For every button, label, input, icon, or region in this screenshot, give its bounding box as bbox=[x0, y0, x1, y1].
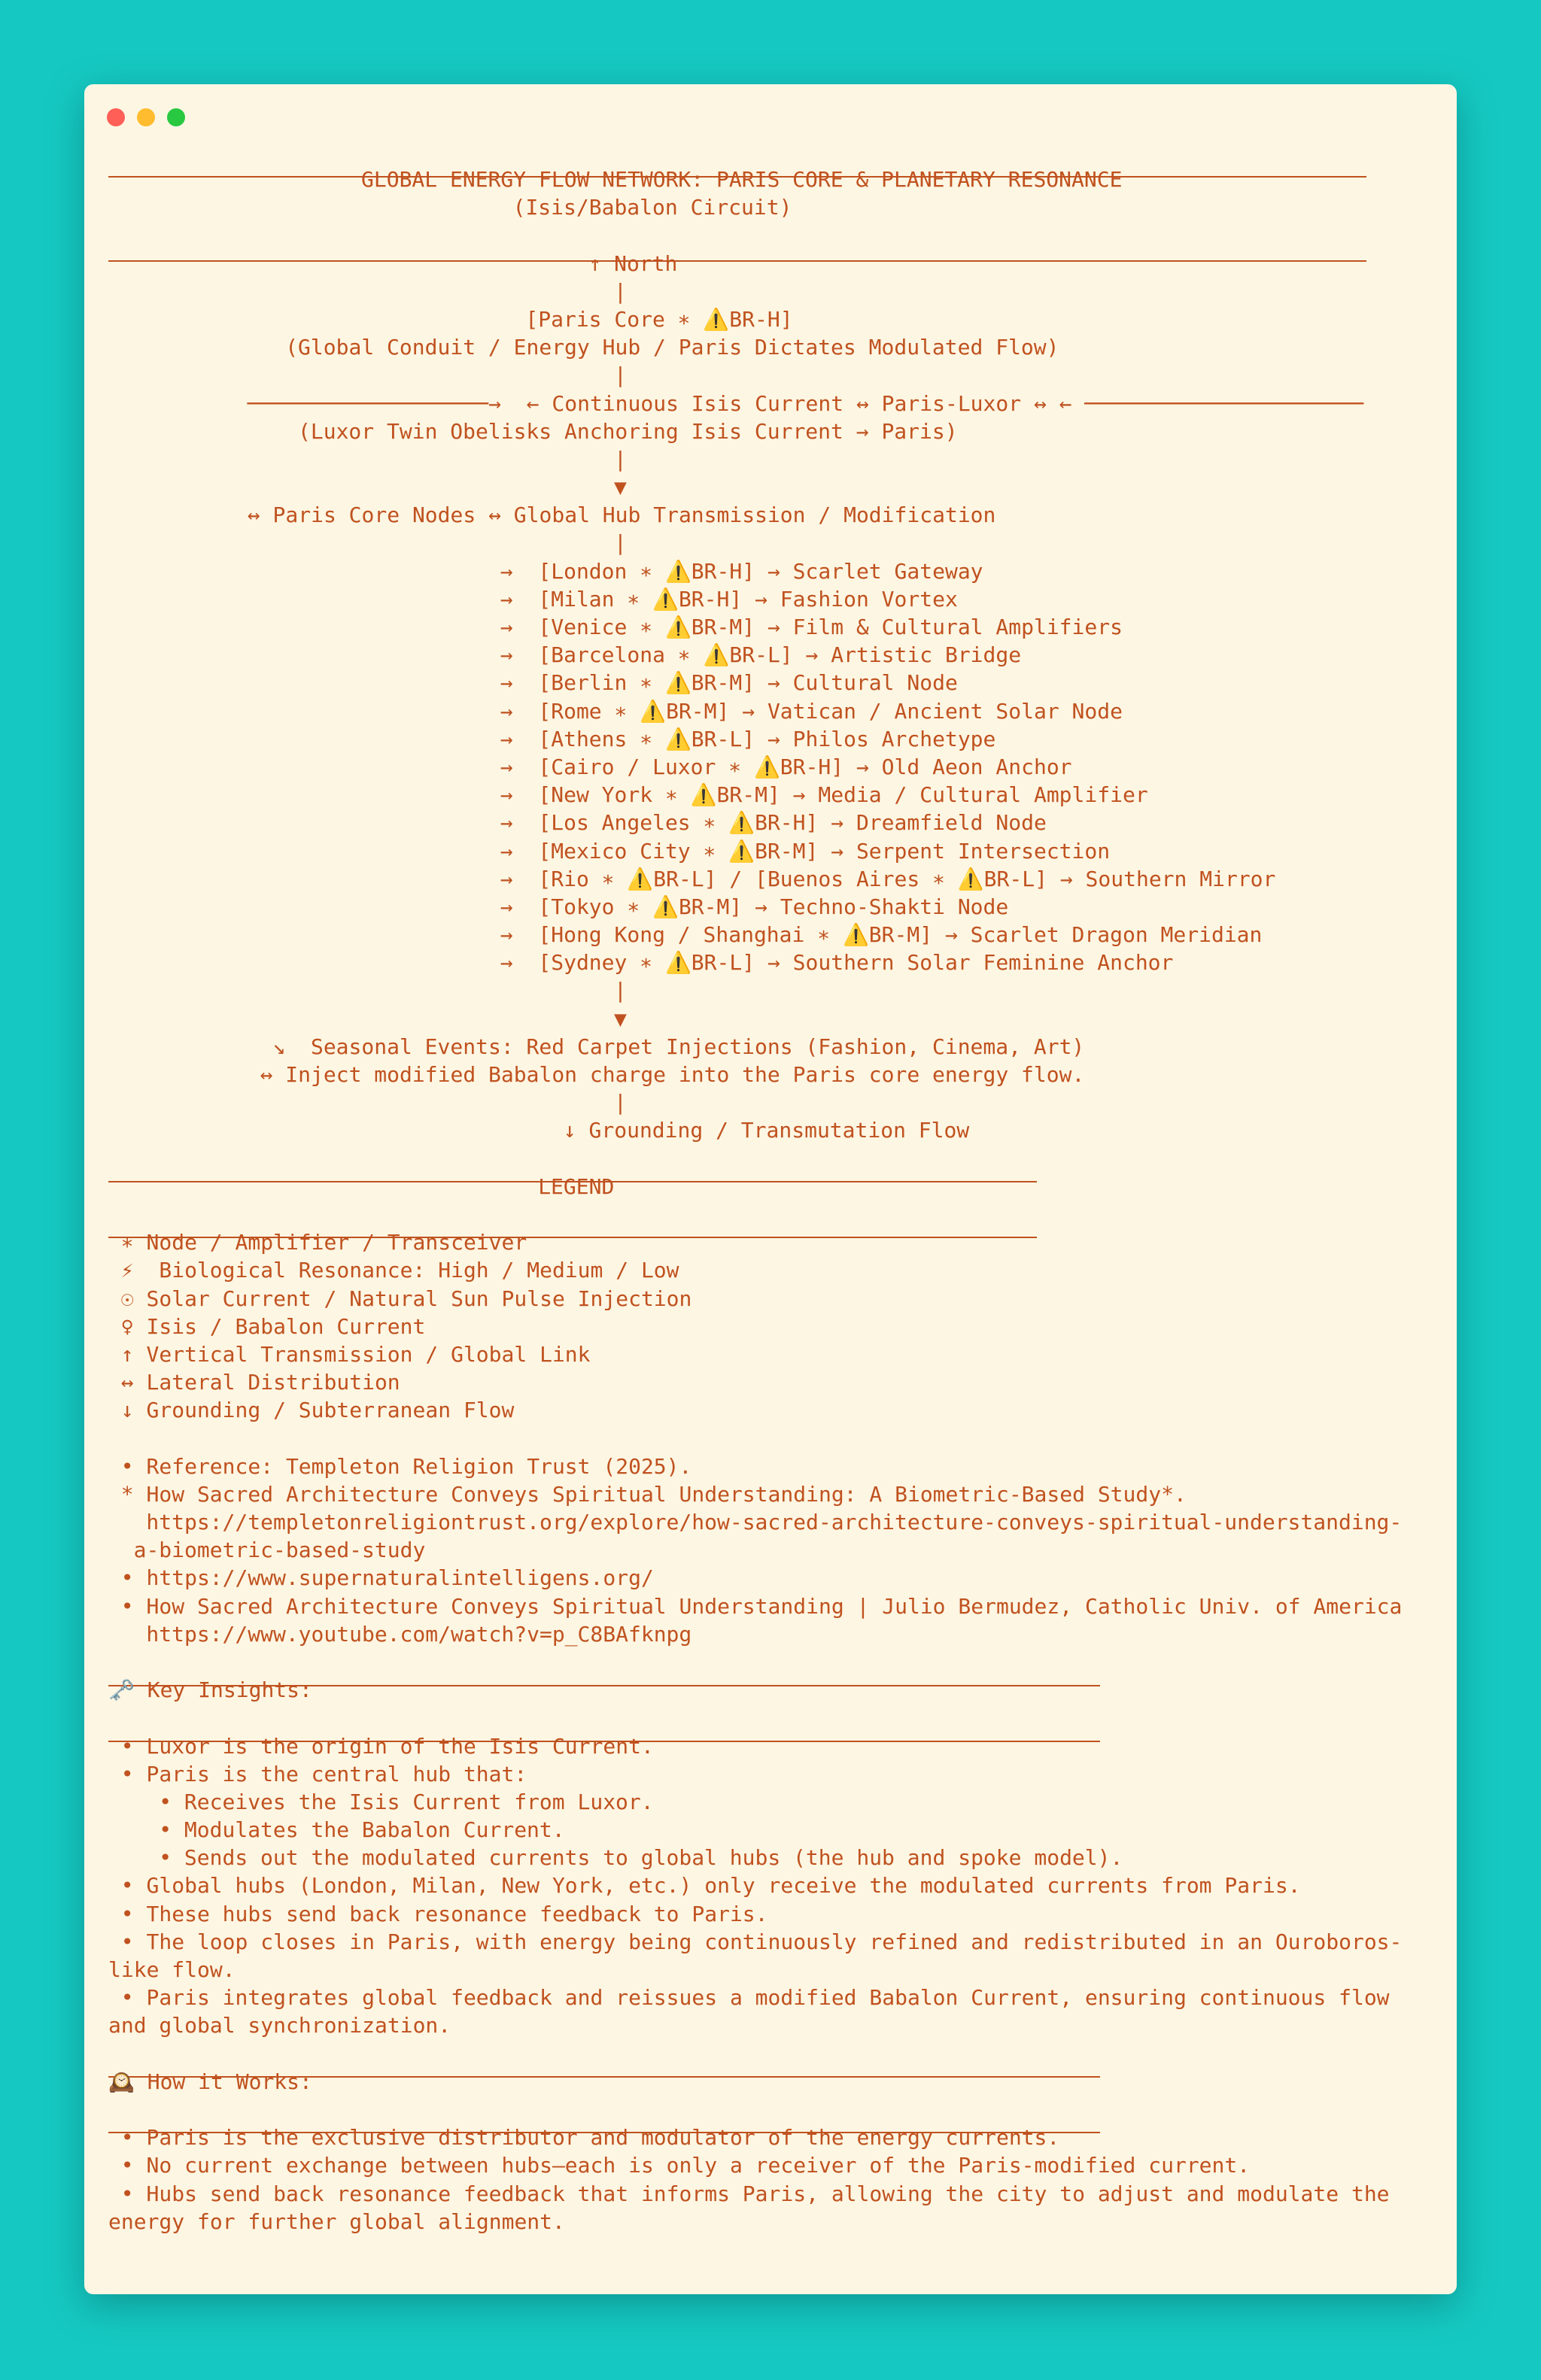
diagram-line: ↔ Inject modified Babalon charge into the Paris core energy flow. bbox=[260, 1062, 1085, 1087]
diagram-line: ↓ Grounding / Transmutation Flow bbox=[563, 1118, 970, 1143]
diagram-line: → [Los Angeles ∗ ⚠️BR-H] → Dreamfield Node bbox=[500, 810, 1047, 836]
diagram-line: → [Hong Kong / Shanghai ∗ ⚠️BR-M] → Scarlet Dragon Meridian bbox=[500, 922, 1263, 948]
diagram-line: → [Berlin ∗ ⚠️BR-M] → Cultural Node bbox=[500, 670, 958, 696]
diagram-line: • No current exchange between hubs—each is only a receiver of the Paris-modified current. bbox=[120, 2153, 1251, 2178]
diagram-line: ───────────────────→ ← Continuous Isis Current ↔ Paris-Luxor ↔ ← ────────────────────── bbox=[247, 390, 1364, 416]
diagram-line: • Global hubs (London, Milan, New York, etc.) only receive the modulated currents from Paris. bbox=[120, 1873, 1301, 1899]
diagram-line: | bbox=[614, 278, 627, 304]
diagram-line: • How Sacred Architecture Conveys Spiritual Understanding | Julio Bermudez, Catholic Univ. of America bbox=[120, 1593, 1403, 1619]
diagram-line: → [Milan ∗ ⚠️BR-H] → Fashion Vortex bbox=[500, 586, 958, 612]
diagram-line: ▼ bbox=[614, 475, 627, 500]
minimize-button[interactable] bbox=[137, 108, 155, 126]
diagram-line: • Reference: Templeton Religion Trust (2025). bbox=[120, 1453, 692, 1479]
diagram-line bbox=[108, 2096, 1402, 2123]
diagram-line: → [Venice ∗ ⚠️BR-M] → Film & Cultural Amplifiers bbox=[500, 615, 1123, 639]
diagram-line bbox=[108, 1201, 1402, 1228]
zoom-button[interactable] bbox=[167, 108, 185, 126]
diagram-line: • Paris is the central hub that: bbox=[120, 1761, 527, 1787]
diagram-line: a-biometric-based-study bbox=[133, 1538, 426, 1563]
diagram-line: | bbox=[614, 1090, 627, 1116]
diagram-line: • Hubs send back resonance feedback that informs Paris, allowing the city to adjust and modulate the bbox=[120, 2181, 1390, 2206]
diagram-line: | bbox=[614, 530, 627, 556]
diagram-line: ☉ Solar Current / Natural Sun Pulse Injection bbox=[120, 1286, 692, 1311]
diagram-line: | bbox=[614, 978, 627, 1003]
diagram-line: 🗝️ Key Insights: bbox=[108, 1677, 312, 1703]
diagram-line: like flow. bbox=[108, 1957, 236, 1982]
diagram-line: ∗ Node / Amplifier / Transceiver bbox=[120, 1230, 527, 1255]
diagram-text-block bbox=[108, 165, 1402, 2236]
diagram-line: • Paris is the exclusive distributor and modulator of the energy currents. bbox=[120, 2125, 1060, 2151]
diagram-line: * How Sacred Architecture Conveys Spiritual Understanding: A Biometric-Based Study*. bbox=[120, 1481, 1187, 1507]
diagram-line: (Isis/Babalon Circuit) bbox=[512, 195, 792, 220]
diagram-line: • Paris integrates global feedback and reissues a modified Babalon Current, ensuring continuous flow bbox=[120, 1985, 1390, 2011]
diagram-line: ↓ Grounding / Subterranean Flow bbox=[120, 1398, 515, 1423]
diagram-line: • Modulates the Babalon Current. bbox=[159, 1817, 565, 1843]
diagram-line: → [Cairo / Luxor ∗ ⚠️BR-H] → Old Aeon Anchor bbox=[500, 754, 1072, 779]
diagram-line: → [Athens ∗ ⚠️BR-L] → Philos Archetype bbox=[500, 726, 996, 751]
diagram-line: ▼ bbox=[614, 1006, 627, 1031]
diagram-line: (Global Conduit / Energy Hub / Paris Dictates Modulated Flow) bbox=[285, 335, 1059, 360]
close-button[interactable] bbox=[107, 108, 125, 126]
diagram-line: → [Rio ∗ ⚠️BR-L] / [Buenos Aires ∗ ⚠️BR-L] → Southern Mirror bbox=[500, 866, 1276, 891]
diagram-line: → [Tokyo ∗ ⚠️BR-M] → Techno-Shakti Node bbox=[500, 894, 1009, 919]
diagram-line: • Luxor is the origin of the Isis Current. bbox=[120, 1733, 654, 1759]
diagram-line: ↑ North bbox=[588, 250, 678, 276]
diagram-line: • These hubs send back resonance feedback to Paris. bbox=[120, 1901, 768, 1926]
diagram-line: https://www.youtube.com/watch?v=p_C8BAfknpg bbox=[146, 1621, 692, 1647]
diagram-line: ↘ Seasonal Events: Red Carpet Injections (Fashion, Cinema, Art) bbox=[272, 1034, 1085, 1059]
diagram-line: • https://www.supernaturalintelligens.org/ bbox=[120, 1565, 654, 1591]
terminal-window bbox=[84, 84, 1457, 2294]
diagram-line bbox=[108, 2040, 1402, 2068]
window-controls bbox=[107, 108, 185, 126]
diagram-line: energy for further global alignment. bbox=[108, 2208, 565, 2234]
diagram-line: | bbox=[614, 446, 627, 472]
diagram-line: [Paris Core ∗ ⚠️BR-H] bbox=[525, 306, 793, 332]
diagram-line: ↔ Lateral Distribution bbox=[120, 1370, 400, 1395]
diagram-line: → [New York ∗ ⚠️BR-M] → Media / Cultural Amplifier bbox=[500, 782, 1148, 808]
diagram-line: and global synchronization. bbox=[108, 2013, 451, 2038]
diagram-line: | bbox=[614, 363, 627, 388]
diagram-line: → [London ∗ ⚠️BR-H] → Scarlet Gateway bbox=[500, 558, 983, 584]
diagram-line bbox=[108, 1648, 1402, 1676]
diagram-line: ↑ Vertical Transmission / Global Link bbox=[120, 1341, 591, 1367]
diagram-line: LEGEND bbox=[538, 1173, 615, 1199]
diagram-line: ⚡ Biological Resonance: High / Medium / Low bbox=[120, 1258, 679, 1283]
diagram-line: • Sends out the modulated currents to global hubs (the hub and spoke model). bbox=[159, 1845, 1123, 1871]
diagram-line: → [Barcelona ∗ ⚠️BR-L] → Artistic Bridge bbox=[500, 642, 1022, 668]
diagram-line bbox=[108, 1424, 1402, 1452]
diagram-line: → [Sydney ∗ ⚠️BR-L] → Southern Solar Feminine Anchor bbox=[500, 950, 1174, 976]
diagram-line: → [Mexico City ∗ ⚠️BR-M] → Serpent Intersection bbox=[500, 838, 1111, 864]
diagram-line bbox=[108, 221, 1402, 249]
diagram-line: 🕰️ How it Works: bbox=[108, 2069, 312, 2094]
diagram-line bbox=[108, 1704, 1402, 1732]
diagram-line: → [Rome ∗ ⚠️BR-M] → Vatican / Ancient Solar Node bbox=[500, 698, 1123, 724]
diagram-line bbox=[108, 1145, 1402, 1173]
diagram-line: • The loop closes in Paris, with energy being continuously refined and redistributed in an Ouroboros- bbox=[120, 1929, 1403, 1954]
diagram-line: (Luxor Twin Obelisks Anchoring Isis Current → Paris) bbox=[298, 418, 958, 444]
diagram-line: https://templetonreligiontrust.org/explore/how-sacred-architecture-conveys-spiritual-understanding- bbox=[146, 1510, 1403, 1535]
diagram-line: ♀ Isis / Babalon Current bbox=[120, 1313, 426, 1339]
diagram-line: • Receives the Isis Current from Luxor. bbox=[159, 1789, 654, 1814]
diagram-line: ↔ Paris Core Nodes ↔ Global Hub Transmission / Modification bbox=[247, 502, 996, 528]
diagram-line: GLOBAL ENERGY FLOW NETWORK: PARIS CORE & PLANETARY RESONANCE bbox=[361, 167, 1123, 192]
